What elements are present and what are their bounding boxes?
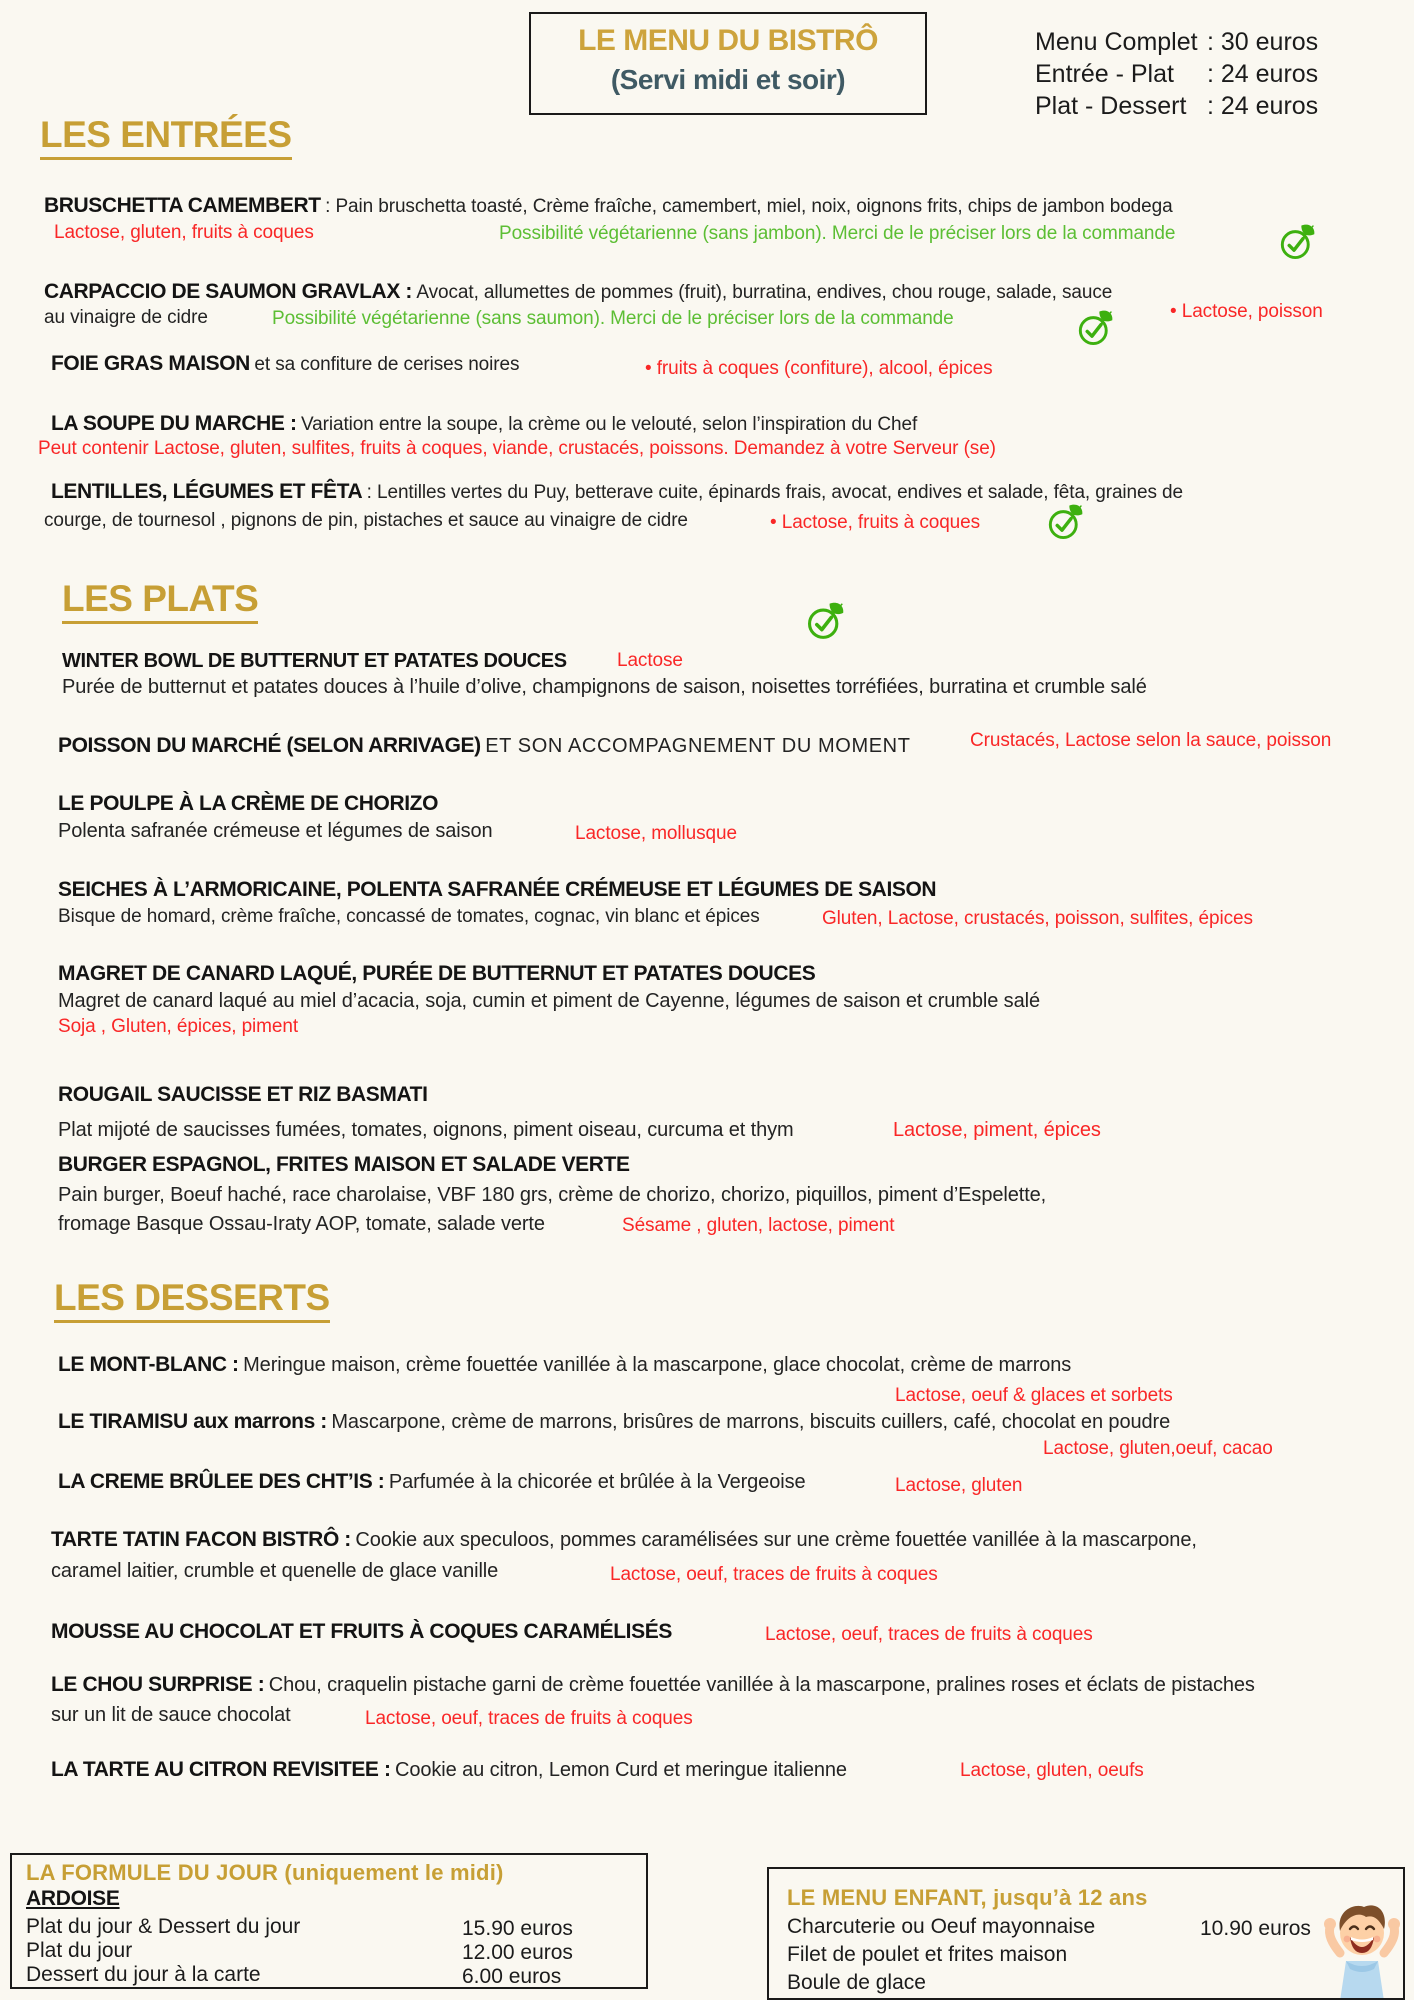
dish-burger: [58, 1153, 630, 1177]
dish-creme-brulee: [58, 1470, 806, 1494]
dish-carpaccio: [44, 280, 1112, 304]
menu-title-box: [529, 12, 927, 115]
pricing-row: [1035, 26, 1318, 58]
pricing-row: [1035, 58, 1318, 90]
dish-desc: : Pain bruschetta toasté, Crème fraîche, camembert, miel, noix, oignons frits, chips de jambon bodega: [325, 196, 1173, 217]
happy-child-illustration: [1322, 1891, 1402, 2000]
dish-mont-blanc-allergens: Lactose, oeuf & glaces et sorbets: [895, 1385, 1173, 1406]
dish-bruschetta: [44, 194, 1173, 218]
dish-tarte-tatin-line2: caramel laitier, crumble et quenelle de glace vanille: [51, 1560, 499, 1582]
leaf-check-icon: [1076, 308, 1114, 348]
leaf-check-icon: [805, 600, 845, 642]
dish-title: MAGRET DE CANARD LAQUÉ, PURÉE DE BUTTERNUT ET PATATES DOUCES: [58, 962, 816, 985]
pricing-value: : 24 euros: [1207, 92, 1319, 120]
dish-winter-bowl: [62, 650, 567, 673]
dish-tarte-tatin-allergens: Lactose, oeuf, traces de fruits à coques: [610, 1564, 938, 1585]
dish-rougail-allergens: Lactose, piment, épices: [893, 1119, 1101, 1141]
menu-enfant-item: Filet de poulet et frites maison: [787, 1943, 1068, 1966]
dish-title: BURGER ESPAGNOL, FRITES MAISON ET SALADE VERTE: [58, 1153, 630, 1176]
dish-title: LA CREME BRÛLEE DES CHT’IS :: [58, 1470, 385, 1493]
dish-carpaccio-line2: au vinaigre de cidre: [44, 307, 208, 328]
dish-title: LE CHOU SURPRISE :: [51, 1673, 265, 1696]
menu-enfant-item: Boule de glace: [787, 1971, 926, 1994]
section-desserts-heading: LES DESSERTS: [54, 1277, 330, 1323]
dish-desc: Variation entre la soupe, la crème ou le velouté, selon l’inspiration du Chef: [301, 414, 918, 435]
dish-magret: [58, 962, 815, 986]
menu-subtitle: (Servi midi et soir): [610, 64, 846, 95]
menu-title: LE MENU DU BISTRÔ: [578, 24, 878, 57]
dish-winter-bowl-allergens: Lactose: [617, 650, 683, 671]
dish-title: LE TIRAMISU aux marrons :: [58, 1410, 327, 1433]
dish-poulpe: [58, 792, 438, 816]
dish-title: CARPACCIO DE SAUMON GRAVLAX :: [44, 280, 412, 303]
dish-seiches-desc: Bisque de homard, crème fraîche, concassé de tomates, cognac, vin blanc et épices: [58, 906, 760, 927]
menu-enfant-title: LE MENU ENFANT, jusqu’à 12 ans: [787, 1885, 1148, 1910]
pricing-value: : 24 euros: [1207, 60, 1319, 88]
dish-carpaccio-allergens: • Lactose, poisson: [1170, 301, 1323, 322]
dish-poisson: [58, 734, 911, 758]
menu-enfant-price: 10.90 euros: [1200, 1917, 1311, 1940]
dish-winter-bowl-desc: Purée de butternut et patates douces à l’huile d’olive, champignons de saison, noisettes torréfiées, burratina et crumble salé: [62, 676, 1147, 698]
dish-magret-desc: Magret de canard laqué au miel d’acacia, soja, cumin et piment de Cayenne, légumes de saison et crumble salé: [58, 990, 1040, 1012]
menu-pricing: [1035, 26, 1318, 122]
dish-seiches: [58, 878, 936, 902]
dish-chou: [51, 1673, 1255, 1697]
section-plats-heading: LES PLATS: [62, 578, 258, 624]
dish-burger-allergens: Sésame , gluten, lactose, piment: [622, 1215, 895, 1236]
leaf-check-icon: [1046, 502, 1084, 542]
section-entrees-heading: LES ENTRÉES: [40, 114, 292, 160]
dish-desc: Chou, craquelin pistache garni de crème fouettée vanillée à la mascarpone, pralines roses et éclats de pistaches: [268, 1674, 1255, 1696]
dish-title: TARTE TATIN FACON BISTRÔ :: [51, 1528, 351, 1551]
dish-lentilles-line2: courge, de tournesol , pignons de pin, pistaches et sauce au vinaigre de cidre: [44, 510, 688, 531]
dish-desc: Mascarpone, crème de marrons, brisûres de marrons, biscuits cuillers, café, chocolat en poudre: [331, 1411, 1171, 1433]
dish-title: LE MONT-BLANC :: [58, 1353, 239, 1376]
dish-title: POISSON DU MARCHÉ (SELON ARRIVAGE): [58, 734, 481, 757]
leaf-check-icon: [1278, 222, 1316, 262]
dish-title: LE POULPE À LA CRÈME DE CHORIZO: [58, 792, 439, 815]
dish-subtitle: ET SON ACCOMPAGNEMENT DU MOMENT: [485, 735, 911, 757]
dish-title: LA SOUPE DU MARCHE :: [51, 412, 297, 435]
dish-rougail-desc: Plat mijoté de saucisses fumées, tomates, oignons, piment oiseau, curcuma et thym: [58, 1119, 794, 1141]
dish-foie-gras: [51, 352, 519, 376]
dish-poisson-allergens: Crustacés, Lactose selon la sauce, poisson: [970, 730, 1332, 751]
dish-mousse: [51, 1620, 672, 1644]
pricing-row: [1035, 90, 1318, 122]
dish-title: SEICHES À L’ARMORICAINE, POLENTA SAFRANÉE CRÉMEUSE ET LÉGUMES DE SAISON: [58, 878, 937, 901]
menu-enfant-item: Charcuterie ou Oeuf mayonnaise: [787, 1915, 1096, 1938]
dish-soupe-warning: Peut contenir Lactose, gluten, sulfites, fruits à coques, viande, crustacés, poissons. Demandez à votre Serveur (se): [38, 438, 996, 459]
dish-title: MOUSSE AU CHOCOLAT ET FRUITS À COQUES CARAMÉLISÉS: [51, 1620, 672, 1643]
formule-du-jour-box: [10, 1853, 648, 1989]
dish-carpaccio-veg-note: Possibilité végétarienne (sans saumon). Merci de le préciser lors de la commande: [272, 308, 954, 329]
dish-bruschetta-veg-note: Possibilité végétarienne (sans jambon). Merci de le préciser lors de la commande: [499, 223, 1176, 244]
dish-seiches-allergens: Gluten, Lactose, crustacés, poisson, sulfites, épices: [822, 908, 1253, 929]
dish-mousse-allergens: Lactose, oeuf, traces de fruits à coques: [765, 1624, 1093, 1645]
dish-chou-allergens: Lactose, oeuf, traces de fruits à coques: [365, 1708, 693, 1729]
dish-creme-brulee-allergens: Lactose, gluten: [895, 1475, 1023, 1496]
dish-mont-blanc: [58, 1353, 1071, 1377]
dish-poulpe-allergens: Lactose, mollusque: [575, 823, 737, 844]
dish-desc: Cookie aux speculoos, pommes caramélisées sur une crème fouettée vanillée à la mascarpone,: [355, 1529, 1197, 1551]
dish-foie-gras-allergens: • fruits à coques (confiture), alcool, épices: [645, 358, 993, 379]
dish-rougail: [58, 1083, 428, 1107]
pricing-label: Menu Complet: [1035, 28, 1198, 56]
formule-subtitle: ARDOISE: [26, 1887, 120, 1910]
dish-poulpe-desc: Polenta safranée crémeuse et légumes de saison: [58, 820, 493, 842]
formule-row-price: 15.90 euros: [462, 1917, 573, 1940]
dish-title: FOIE GRAS MAISON: [51, 352, 250, 375]
formule-row-label: Dessert du jour à la carte: [26, 1963, 261, 1986]
dish-soupe: [51, 412, 917, 436]
menu-enfant-box: [767, 1867, 1405, 2000]
formule-row-price: 12.00 euros: [462, 1941, 573, 1964]
dish-magret-allergens: Soja , Gluten, épices, piment: [58, 1016, 299, 1037]
dish-bruschetta-allergens: Lactose, gluten, fruits à coques: [54, 222, 314, 243]
pricing-label: Entrée - Plat: [1035, 60, 1174, 88]
dish-lentilles-allergens: • Lactose, fruits à coques: [770, 512, 980, 533]
formule-row-price: 6.00 euros: [462, 1965, 562, 1988]
dish-tarte-citron-allergens: Lactose, gluten, oeufs: [960, 1760, 1144, 1781]
dish-desc: : Lentilles vertes du Puy, betterave cuite, épinards frais, avocat, endives et salade, fêta, graines de: [366, 482, 1183, 503]
formule-row-label: Plat du jour & Dessert du jour: [26, 1915, 301, 1938]
dish-desc: Meringue maison, crème fouettée vanillée à la mascarpone, glace chocolat, crème de marrons: [243, 1354, 1072, 1376]
dish-tiramisu-allergens: Lactose, gluten,oeuf, cacao: [1043, 1438, 1273, 1459]
dish-burger-desc2: fromage Basque Ossau-Iraty AOP, tomate, salade verte: [58, 1213, 545, 1235]
dish-tiramisu: [58, 1410, 1170, 1434]
dish-title: LENTILLES, LÉGUMES ET FÊTA: [51, 480, 363, 503]
dish-lentilles: [51, 480, 1183, 504]
pricing-label: Plat - Dessert: [1035, 92, 1187, 120]
dish-desc: Parfumée à la chicorée et brûlée à la Vergeoise: [388, 1471, 806, 1493]
formule-row-label: Plat du jour: [26, 1939, 133, 1962]
dish-title: BRUSCHETTA CAMEMBERT: [44, 194, 321, 217]
dish-tarte-citron: [51, 1758, 847, 1782]
dish-title: WINTER BOWL DE BUTTERNUT ET PATATES DOUCES: [62, 650, 567, 672]
dish-desc: Avocat, allumettes de pommes (fruit), burratina, endives, chou rouge, salade, sauce: [416, 282, 1113, 303]
dish-tarte-tatin: [51, 1528, 1197, 1552]
dish-desc: Cookie au citron, Lemon Curd et meringue italienne: [395, 1759, 847, 1781]
dish-desc: et sa confiture de cerises noires: [254, 354, 520, 375]
dish-title: ROUGAIL SAUCISSE ET RIZ BASMATI: [58, 1083, 428, 1106]
dish-chou-line2: sur un lit de sauce chocolat: [51, 1704, 291, 1726]
dish-title: LA TARTE AU CITRON REVISITEE :: [51, 1758, 391, 1781]
formule-title: LA FORMULE DU JOUR (uniquement le midi): [26, 1860, 504, 1885]
dish-burger-desc1: Pain burger, Boeuf haché, race charolaise, VBF 180 grs, crème de chorizo, chorizo, piquillos, piment d’Espelette,: [58, 1184, 1047, 1206]
pricing-value: : 30 euros: [1207, 28, 1319, 56]
